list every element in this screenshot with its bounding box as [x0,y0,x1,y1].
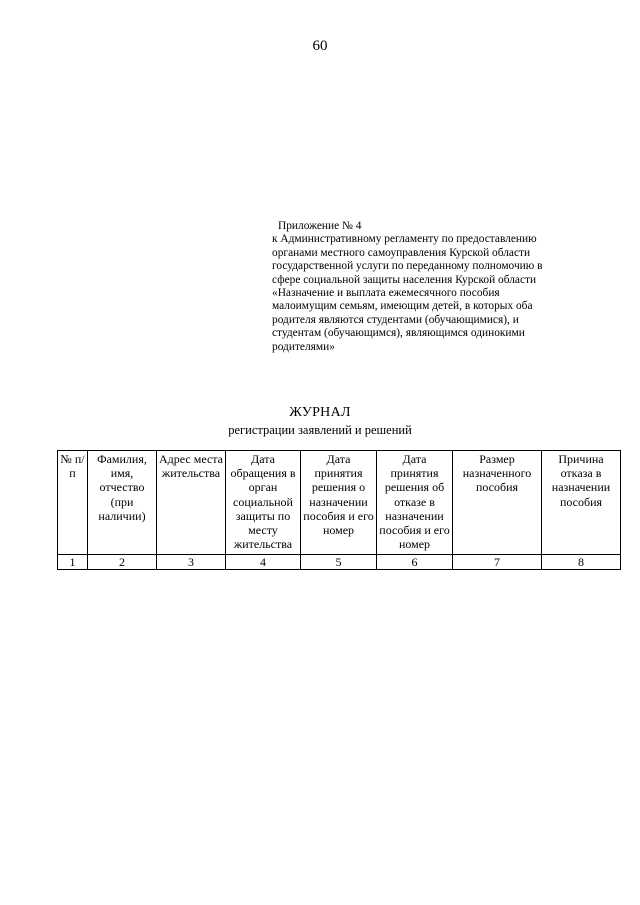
appendix-line: «Назначение и выплата ежемесячного пособия [272,287,500,300]
column-number: 3 [157,555,226,570]
column-header: Дата обращения в орган социальной защиты по месту жительства [226,451,301,555]
journal-subtitle: регистрации заявлений и решений [228,423,412,437]
appendix-line: Приложение № 4 [278,220,362,232]
column-number: 7 [453,555,542,570]
column-header: Причина отказа в назначении пособия [542,451,621,555]
register-table [57,450,621,570]
appendix-line: сфере социальной защиты населения Курской области [272,273,537,286]
appendix-line: государственной услуги по переданному полномочию в [272,260,543,273]
appendix-line: родителя являются студентами (обучающимися), и [272,313,519,326]
column-header: Размер назначенного пособия [453,451,542,555]
column-header: № п/п [58,451,88,555]
column-header: Адрес места жительства [157,451,226,555]
column-header: Фамилия, имя, отчество (при наличии) [88,451,157,555]
journal-title: ЖУРНАЛ [289,405,351,420]
table-header-row [58,451,621,555]
column-number: 6 [377,555,453,570]
appendix-line: к Административному регламенту по предоставлению [272,233,537,246]
column-number: 5 [301,555,377,570]
column-number: 4 [226,555,301,570]
column-header: Дата принятия решения о назначении пособия и его номер [301,451,377,555]
column-number: 8 [542,555,621,570]
appendix-block [272,220,607,354]
appendix-line: органами местного самоуправления Курской области [272,246,531,259]
appendix-line: студентам (обучающимся), являющимся одинокими [272,327,525,340]
column-number-row [58,555,621,570]
appendix-line: малоимущим семьям, имеющим детей, в которых оба [272,300,533,313]
column-header: Дата принятия решения об отказе в назначении пособия и его номер [377,451,453,555]
appendix-line: родителями» [272,340,335,353]
page-number: 60 [312,38,328,54]
column-number: 1 [58,555,88,570]
column-number: 2 [88,555,157,570]
